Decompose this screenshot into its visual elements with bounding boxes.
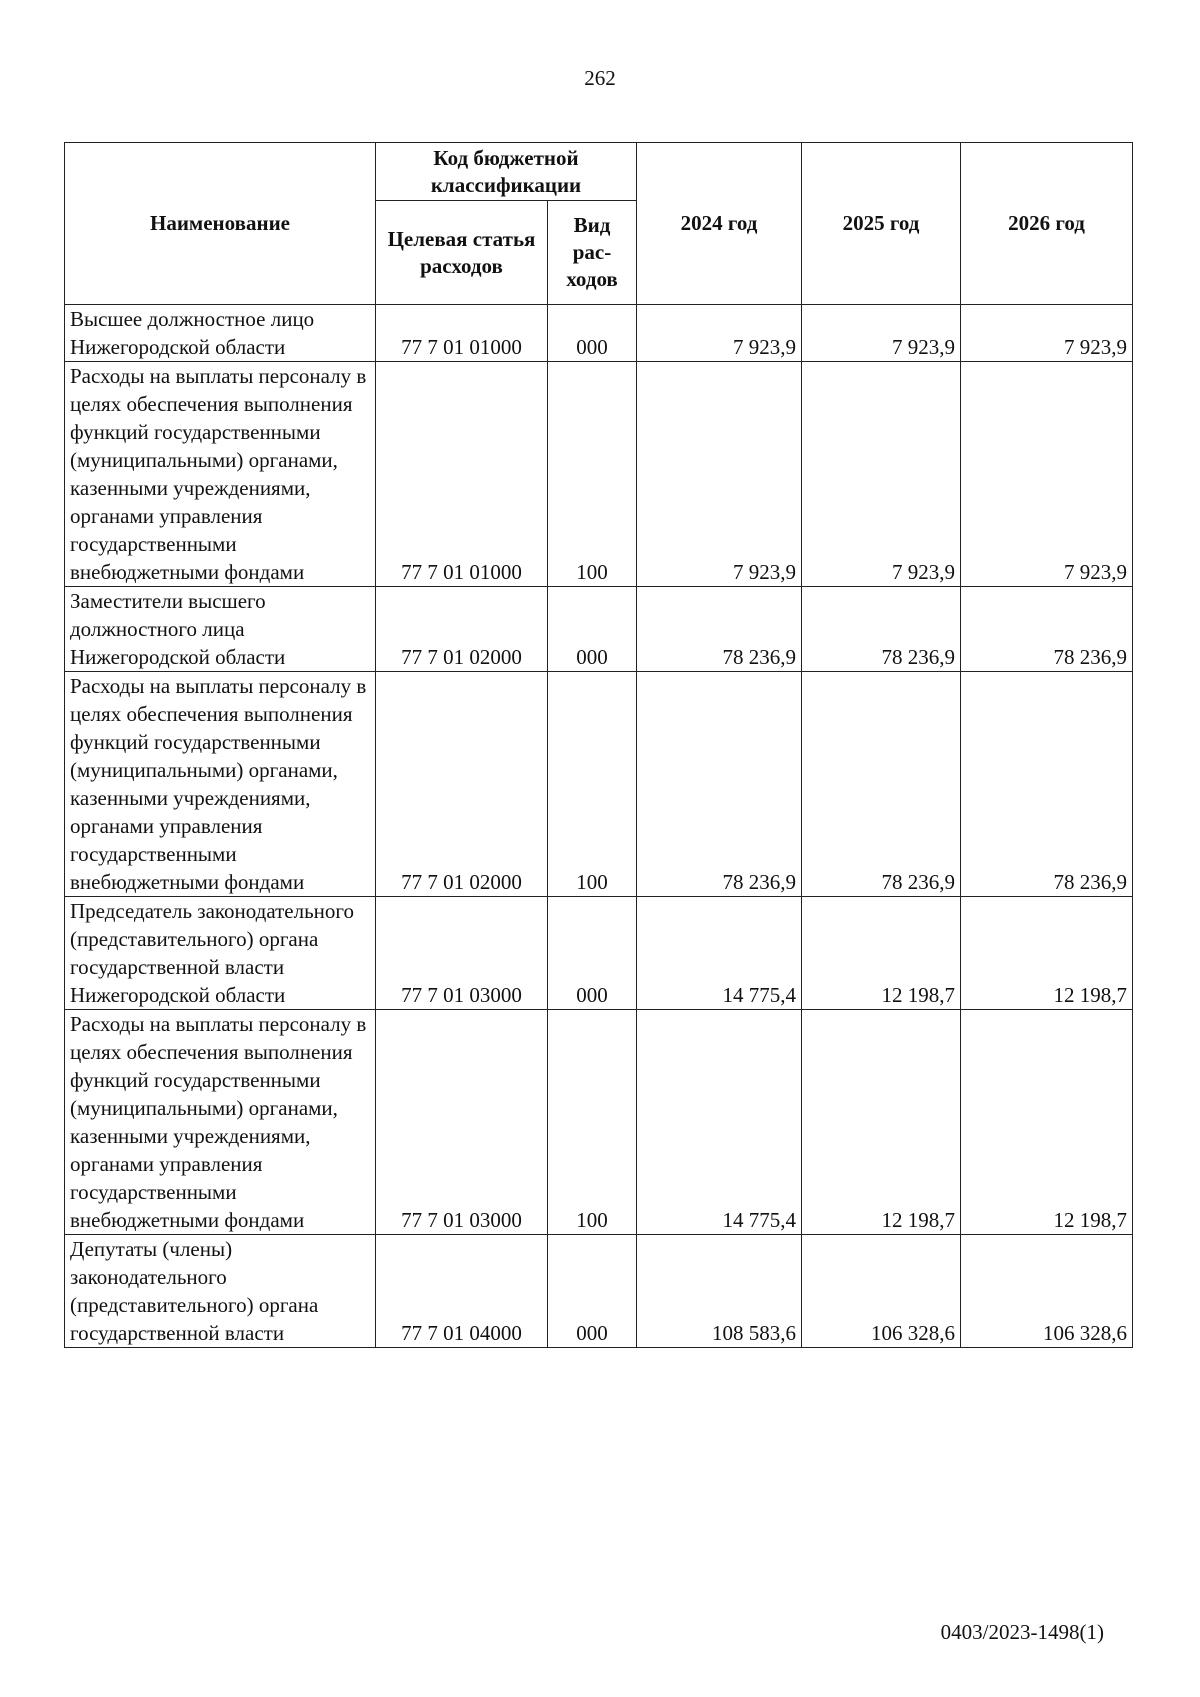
row-name: Заместители высшего должностного лица Нижегородской области xyxy=(65,587,376,672)
row-value-2025: 78 236,9 xyxy=(802,587,961,672)
row-expense-type: 100 xyxy=(548,1010,637,1235)
table-row xyxy=(65,362,1133,587)
row-value-2026: 78 236,9 xyxy=(961,587,1133,672)
table-row xyxy=(65,305,1133,362)
row-value-2024: 7 923,9 xyxy=(637,305,802,362)
table-row xyxy=(65,1235,1133,1348)
row-value-2024: 78 236,9 xyxy=(637,587,802,672)
header-code-group: Код бюджетной классификации xyxy=(376,143,637,201)
row-name: Расходы на выплаты персоналу в целях обеспечения выполнения функций государственными (муниципальными) органами, казенными учреждениями, органами управления государственными внебюджетными фондами xyxy=(65,672,376,897)
header-2026: 2026 год xyxy=(961,143,1133,305)
table-row xyxy=(65,1010,1133,1235)
table-header xyxy=(65,143,1133,305)
header-2025: 2025 год xyxy=(802,143,961,305)
row-expense-type: 100 xyxy=(548,362,637,587)
budget-table xyxy=(64,142,1133,1348)
header-2024: 2024 год xyxy=(637,143,802,305)
header-target-article: Целевая статья расходов xyxy=(376,201,548,305)
budget-table-container xyxy=(64,142,1132,1348)
row-value-2026: 7 923,9 xyxy=(961,362,1133,587)
row-value-2025: 106 328,6 xyxy=(802,1235,961,1348)
row-target-article: 77 7 01 01000 xyxy=(376,305,548,362)
row-value-2026: 12 198,7 xyxy=(961,1010,1133,1235)
row-value-2025: 7 923,9 xyxy=(802,305,961,362)
row-target-article: 77 7 01 03000 xyxy=(376,1010,548,1235)
table-row xyxy=(65,587,1133,672)
row-value-2025: 7 923,9 xyxy=(802,362,961,587)
table-row xyxy=(65,897,1133,1010)
row-name: Расходы на выплаты персоналу в целях обеспечения выполнения функций государственными (муниципальными) органами, казенными учреждениями, органами управления государственными внебюджетными фондами xyxy=(65,362,376,587)
row-value-2024: 7 923,9 xyxy=(637,362,802,587)
row-value-2026: 106 328,6 xyxy=(961,1235,1133,1348)
row-expense-type: 000 xyxy=(548,587,637,672)
row-value-2026: 78 236,9 xyxy=(961,672,1133,897)
row-name: Высшее должностное лицо Нижегородской области xyxy=(65,305,376,362)
row-value-2024: 14 775,4 xyxy=(637,1010,802,1235)
row-value-2024: 108 583,6 xyxy=(637,1235,802,1348)
row-value-2024: 14 775,4 xyxy=(637,897,802,1010)
row-expense-type: 000 xyxy=(548,897,637,1010)
row-expense-type: 000 xyxy=(548,305,637,362)
header-name: Наименование xyxy=(65,143,376,305)
row-value-2025: 12 198,7 xyxy=(802,897,961,1010)
row-name: Расходы на выплаты персоналу в целях обеспечения выполнения функций государственными (муниципальными) органами, казенными учреждениями, органами управления государственными внебюджетными фондами xyxy=(65,1010,376,1235)
table-body xyxy=(65,305,1133,1348)
table-row xyxy=(65,672,1133,897)
row-target-article: 77 7 01 03000 xyxy=(376,897,548,1010)
row-expense-type: 100 xyxy=(548,672,637,897)
row-value-2025: 78 236,9 xyxy=(802,672,961,897)
row-target-article: 77 7 01 02000 xyxy=(376,672,548,897)
row-target-article: 77 7 01 01000 xyxy=(376,362,548,587)
row-value-2025: 12 198,7 xyxy=(802,1010,961,1235)
row-name: Депутаты (члены) законодательного (представительного) органа государственной власти xyxy=(65,1235,376,1348)
row-value-2026: 12 198,7 xyxy=(961,897,1133,1010)
row-value-2026: 7 923,9 xyxy=(961,305,1133,362)
row-target-article: 77 7 01 04000 xyxy=(376,1235,548,1348)
row-value-2024: 78 236,9 xyxy=(637,672,802,897)
row-name: Председатель законодательного (представительного) органа государственной власти Нижегородской области xyxy=(65,897,376,1010)
row-target-article: 77 7 01 02000 xyxy=(376,587,548,672)
document-code: 0403/2023-1498(1) xyxy=(940,1620,1104,1644)
page-number: 262 xyxy=(584,66,616,90)
row-expense-type: 000 xyxy=(548,1235,637,1348)
header-expense-type: Вид рас-ходов xyxy=(548,201,637,305)
